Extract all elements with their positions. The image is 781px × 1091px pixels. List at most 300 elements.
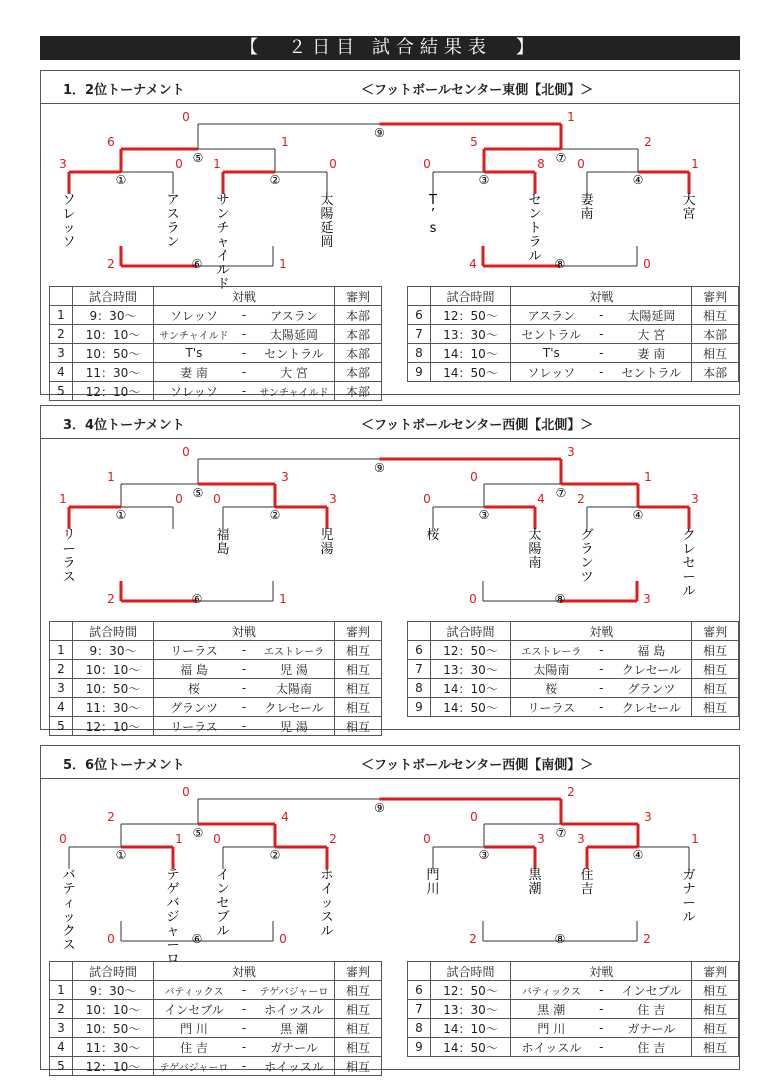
tournament-section: [40, 745, 740, 1074]
score-quarter: 0: [175, 157, 183, 171]
team-char: ソ: [62, 235, 76, 250]
table-row: [408, 698, 739, 717]
match-no: 6: [408, 641, 431, 660]
bracket: [41, 779, 739, 967]
table-row: [50, 363, 382, 382]
match-no: 5: [50, 382, 73, 401]
team-char: セ: [216, 896, 230, 911]
match-no: 8: [408, 679, 431, 698]
team-char: 南: [580, 207, 594, 222]
score-semi: 1: [281, 135, 289, 149]
match-referee: 本部: [335, 344, 382, 363]
team-a: 門 川: [180, 1021, 208, 1036]
team-name: [580, 192, 594, 222]
quarter-number: ①: [115, 848, 127, 862]
match-time: 14：10～: [430, 1019, 511, 1038]
match-time: 10：50～: [73, 1019, 154, 1038]
match-time: 12：50～: [430, 641, 511, 660]
team-name: [580, 868, 593, 897]
team-b: 妻 南: [637, 346, 666, 361]
team-name: [682, 868, 695, 925]
versus-dash: -: [599, 1002, 604, 1016]
team-name: [166, 193, 179, 250]
versus-dash: -: [241, 700, 247, 714]
team-name: [320, 868, 333, 939]
quarter-number: ③: [478, 848, 490, 862]
semi-number: ⑦: [555, 486, 567, 500]
quarter-number: ②: [269, 508, 281, 522]
match-time: 10：50～: [73, 344, 154, 363]
match-teams: [511, 325, 692, 344]
score-third: 1: [279, 257, 287, 271]
match-time: 12：50～: [430, 981, 511, 1000]
team-char: 太: [320, 193, 334, 208]
score-quarter: 0: [423, 492, 431, 506]
table-header-ref: 審判: [692, 962, 739, 981]
team-char: セ: [528, 193, 542, 208]
match-referee: 相互: [335, 641, 382, 660]
team-b: グランツ: [627, 681, 676, 696]
match-teams: [154, 981, 335, 1000]
table-header-match: 対戦: [511, 622, 692, 641]
team-b: インセブル: [621, 983, 682, 998]
team-b: クレセール: [621, 662, 681, 677]
match-referee: 相互: [692, 306, 739, 325]
match-teams: [154, 1019, 335, 1038]
schedule-table: [407, 621, 739, 717]
score-quarter: 0: [329, 157, 337, 171]
match-referee: 相互: [335, 1000, 382, 1019]
match-time: 14：50～: [430, 698, 511, 717]
match-time: 14：10～: [430, 344, 511, 363]
bracket: [41, 104, 739, 292]
table-row: [50, 344, 382, 363]
team-char: イ: [216, 249, 230, 264]
team-a: ソレッソ: [527, 365, 576, 380]
match-no: 4: [50, 363, 73, 382]
table-row: [50, 1038, 382, 1057]
score-semi: 4: [281, 810, 289, 824]
table-header-no: [408, 622, 431, 641]
versus-dash: -: [599, 983, 604, 997]
score-quarter: 3: [537, 832, 545, 846]
team-char: ジ: [166, 910, 180, 925]
team-char: レ: [682, 542, 696, 557]
score-quarter: 8: [537, 157, 545, 171]
team-char: ド: [216, 277, 230, 292]
team-char: イ: [216, 868, 230, 883]
team-b: 住 吉: [637, 1040, 666, 1055]
match-teams: [154, 679, 335, 698]
team-a: バティックス: [164, 986, 224, 998]
team-char: ソ: [62, 193, 76, 208]
match-no: 9: [408, 698, 431, 717]
team-char: ホ: [320, 868, 334, 883]
match-no: 5: [50, 717, 73, 736]
score-quarter: 3: [691, 492, 699, 506]
score-quarter: 1: [213, 157, 221, 171]
match-teams: [511, 660, 692, 679]
team-char: テ: [62, 882, 76, 897]
table-header-ref: 審判: [692, 287, 739, 306]
score-semi: 3: [281, 470, 289, 484]
team-char: 潮: [528, 882, 542, 897]
team-b: 太陽延岡: [627, 308, 676, 323]
score-quarter: 0: [213, 492, 221, 506]
team-char: バ: [166, 896, 180, 911]
score-third: 2: [643, 932, 651, 946]
team-a: T's: [185, 346, 203, 360]
team-char: ン: [216, 882, 230, 897]
score-final-right: 2: [567, 785, 575, 799]
team-a: テゲバジャーロ: [159, 1062, 229, 1074]
match-referee: 相互: [692, 981, 739, 1000]
schedule-table: [407, 286, 739, 382]
team-a: インセブル: [164, 1002, 224, 1017]
score-quarter: 0: [175, 492, 183, 506]
team-b: 児 湯: [280, 662, 308, 677]
team-a: リーラス: [527, 700, 576, 715]
semi-number: ⑤: [192, 151, 204, 165]
match-time: 9：30～: [73, 981, 154, 1000]
table-header-time: 試合時間: [73, 962, 154, 981]
team-b: クレセール: [264, 700, 324, 715]
team-char: ッ: [62, 910, 76, 925]
score-quarter: 2: [577, 492, 585, 506]
section-title: 3．4位トーナメント: [63, 418, 185, 433]
table-header-no: [50, 962, 73, 981]
team-char: 児: [320, 528, 334, 543]
team-char: 岡: [320, 235, 334, 250]
versus-dash: -: [599, 327, 604, 341]
section-venue: ＜フットボールセンター西側【北側】＞: [361, 418, 594, 433]
quarter-number: ③: [478, 508, 490, 522]
schedule-table: [49, 961, 382, 1076]
team-char: ブ: [216, 910, 230, 925]
team-char: 桜: [426, 528, 440, 543]
team-a: エストレーラ: [521, 646, 582, 658]
match-no: 7: [408, 325, 431, 344]
score-semi: 0: [470, 810, 478, 824]
team-name: [216, 868, 229, 939]
match-no: 2: [50, 660, 73, 679]
table-row: [408, 641, 739, 660]
table-header-time: 試合時間: [73, 287, 154, 306]
table-row: [50, 1057, 382, 1076]
team-char: 大: [682, 193, 696, 208]
team-char: 川: [426, 882, 440, 897]
team-a: 妻 南: [180, 365, 208, 380]
match-teams: [511, 344, 692, 363]
team-a: リーラス: [170, 643, 218, 658]
match-no: 4: [50, 698, 73, 717]
score-third: 0: [469, 592, 477, 606]
table-row: [50, 660, 382, 679]
table-row: [50, 1000, 382, 1019]
team-char: 黒: [528, 868, 542, 883]
team-b: クレセール: [621, 700, 681, 715]
match-teams: [511, 363, 692, 382]
table-header-time: 試合時間: [73, 622, 154, 641]
score-final-right: 1: [567, 110, 575, 124]
match-referee: 相互: [692, 698, 739, 717]
team-name: [216, 528, 229, 557]
table-row: [50, 717, 382, 736]
match-no: 1: [50, 981, 73, 1000]
match-time: 12：10～: [73, 382, 154, 401]
versus-dash: -: [599, 365, 604, 379]
tournament-section: [40, 70, 740, 399]
match-no: 8: [408, 1019, 431, 1038]
team-a: リーラス: [170, 719, 218, 734]
team-b: エストレーラ: [264, 646, 324, 658]
team-char: ー: [682, 570, 696, 585]
score-final-left: 0: [182, 445, 190, 459]
team-char: ャ: [216, 235, 230, 250]
score-semi: 3: [644, 810, 652, 824]
bracket: [41, 439, 739, 619]
team-a: セントラル: [521, 327, 582, 342]
match-time: 11：30～: [73, 1038, 154, 1057]
team-name: [682, 192, 695, 222]
versus-dash: -: [599, 1040, 604, 1054]
team-char: ス: [320, 910, 334, 925]
match-referee: 本部: [692, 325, 739, 344]
team-char: ル: [682, 910, 696, 925]
match-time: 9：30～: [73, 306, 154, 325]
table-header-time: 試合時間: [430, 622, 511, 641]
match-number-9: ⑨: [374, 461, 385, 475]
score-semi: 1: [107, 470, 115, 484]
team-name: [682, 528, 695, 599]
score-third: 0: [107, 932, 115, 946]
match-referee: 本部: [335, 325, 382, 344]
table-row: [50, 1019, 382, 1038]
team-char: イ: [320, 882, 334, 897]
team-char: 南: [528, 556, 542, 571]
match-teams: [511, 679, 692, 698]
match-referee: 相互: [335, 1057, 382, 1076]
score-third: 0: [643, 257, 651, 271]
score-quarter: 4: [537, 492, 545, 506]
match-referee: 相互: [692, 344, 739, 363]
table-header-ref: 審判: [335, 622, 382, 641]
table-header-match: 対戦: [154, 962, 335, 981]
team-char: ス: [62, 938, 76, 953]
versus-dash: -: [241, 1021, 247, 1035]
table-header-time: 試合時間: [430, 287, 511, 306]
table-row: [408, 660, 739, 679]
score-quarter: 1: [691, 157, 699, 171]
match-teams: [154, 698, 335, 717]
team-a: ホイッスル: [521, 1040, 582, 1055]
match-time: 10：10～: [73, 325, 154, 344]
team-char: ア: [166, 193, 180, 208]
match-teams: [154, 325, 335, 344]
team-char: ー: [62, 542, 76, 557]
team-name: [528, 193, 541, 264]
team-a: 門 川: [537, 1021, 566, 1036]
match-no: 7: [408, 1000, 431, 1019]
versus-dash: -: [599, 700, 604, 714]
match-teams: [154, 1057, 335, 1076]
team-a: グランツ: [169, 700, 218, 715]
section-header: [41, 406, 739, 439]
match-no: 2: [50, 325, 73, 344]
team-char: ラ: [528, 235, 542, 250]
versus-dash: -: [241, 308, 247, 322]
table-row: [408, 306, 739, 325]
team-name: [528, 527, 541, 571]
team-b: 福 島: [637, 643, 666, 658]
versus-dash: -: [241, 662, 247, 676]
table-header-match: 対戦: [511, 287, 692, 306]
match-time: 10：10～: [73, 660, 154, 679]
score-final-right: 3: [567, 445, 575, 459]
team-char: 門: [426, 868, 440, 883]
match-referee: 本部: [335, 382, 382, 401]
match-referee: 本部: [692, 363, 739, 382]
third-number: ⑥: [191, 592, 203, 606]
versus-dash: -: [599, 346, 604, 360]
match-time: 14：50～: [430, 1038, 511, 1057]
table-row: [50, 325, 382, 344]
team-char: ル: [320, 924, 334, 939]
versus-dash: -: [241, 384, 247, 398]
team-b: セントラル: [264, 346, 324, 361]
match-time: 9：30～: [73, 641, 154, 660]
score-quarter: 1: [691, 832, 699, 846]
table-row: [408, 325, 739, 344]
score-quarter: 0: [213, 832, 221, 846]
table-header-match: 対戦: [154, 622, 335, 641]
team-char: s: [429, 221, 437, 236]
match-referee: 相互: [692, 1000, 739, 1019]
team-a: ソレッソ: [170, 308, 218, 323]
team-char: バ: [62, 868, 76, 883]
section-header: [41, 746, 739, 779]
match-teams: [154, 1000, 335, 1019]
table-header-time: 試合時間: [430, 962, 511, 981]
team-b: 大 宮: [280, 365, 308, 380]
schedule-table: [49, 286, 382, 401]
match-no: 3: [50, 1019, 73, 1038]
match-referee: 本部: [335, 363, 382, 382]
team-char: チ: [216, 221, 230, 236]
team-char: ル: [528, 249, 542, 264]
team-b: 住 吉: [637, 1002, 666, 1017]
match-referee: 相互: [335, 1019, 382, 1038]
table-row: [408, 363, 739, 382]
match-no: 6: [408, 306, 431, 325]
match-referee: 相互: [692, 679, 739, 698]
table-header-no: [50, 622, 73, 641]
third-number: ⑧: [554, 592, 566, 606]
table-header-no: [408, 287, 431, 306]
score-quarter: 0: [577, 157, 585, 171]
match-teams: [154, 641, 335, 660]
team-char: グ: [580, 528, 594, 543]
match-no: 9: [408, 1038, 431, 1057]
table-header-ref: 審判: [335, 287, 382, 306]
match-teams: [511, 306, 692, 325]
match-no: 5: [50, 1057, 73, 1076]
third-number: ⑧: [554, 932, 566, 946]
team-char: セ: [682, 556, 696, 571]
team-name: [580, 528, 593, 585]
team-b: テゲバジャーロ: [259, 986, 329, 998]
score-quarter: 0: [423, 157, 431, 171]
match-no: 8: [408, 344, 431, 363]
team-a: アスラン: [527, 308, 576, 323]
versus-dash: -: [241, 643, 247, 657]
team-char: ー: [682, 896, 696, 911]
match-time: 10：50～: [73, 679, 154, 698]
versus-dash: -: [241, 983, 247, 997]
match-referee: 相互: [335, 660, 382, 679]
team-char: 宮: [682, 207, 696, 222]
team-name: [426, 527, 439, 543]
match-no: 9: [408, 363, 431, 382]
team-char: ク: [682, 528, 696, 543]
section-venue: ＜フットボールセンター西側【南側】＞: [361, 758, 594, 773]
match-time: 13：30～: [430, 325, 511, 344]
match-time: 11：30～: [73, 698, 154, 717]
schedule-table: [407, 961, 739, 1057]
quarter-number: ④: [632, 848, 644, 862]
match-no: 6: [408, 981, 431, 1000]
versus-dash: -: [241, 681, 247, 695]
versus-dash: -: [599, 681, 604, 695]
team-char: 陽: [528, 542, 542, 557]
team-char: ー: [166, 938, 180, 953]
team-char: 湯: [320, 542, 334, 557]
team-a: 黒 潮: [537, 1002, 566, 1017]
score-quarter: 3: [577, 832, 585, 846]
team-a: 太陽南: [533, 662, 570, 677]
match-teams: [511, 641, 692, 660]
match-teams: [154, 363, 335, 382]
score-third: 0: [279, 932, 287, 946]
match-teams: [154, 344, 335, 363]
team-char: ガ: [682, 868, 696, 883]
team-name: [62, 528, 75, 585]
team-b: サンチャイルド: [259, 387, 329, 399]
table-row: [408, 981, 739, 1000]
team-char: ス: [166, 207, 180, 222]
team-b: アスラン: [270, 308, 318, 323]
team-char: ン: [580, 556, 594, 571]
team-name: [426, 868, 439, 897]
table-header-match: 対戦: [511, 962, 692, 981]
match-time: 14：50～: [430, 363, 511, 382]
match-teams: [154, 306, 335, 325]
team-b: 大 宮: [637, 327, 666, 342]
quarter-number: ③: [478, 173, 490, 187]
team-a: ソレッソ: [170, 384, 218, 399]
team-char: ィ: [62, 896, 76, 911]
semi-number: ⑤: [192, 826, 204, 840]
tournament-section: [40, 405, 740, 734]
team-name: [62, 868, 75, 953]
table-row: [50, 679, 382, 698]
match-time: 10：10～: [73, 1000, 154, 1019]
table-header-ref: 審判: [335, 962, 382, 981]
team-a: 桜: [187, 681, 200, 696]
team-char: 妻: [580, 193, 594, 208]
match-teams: [511, 1019, 692, 1038]
third-number: ⑥: [191, 257, 203, 271]
